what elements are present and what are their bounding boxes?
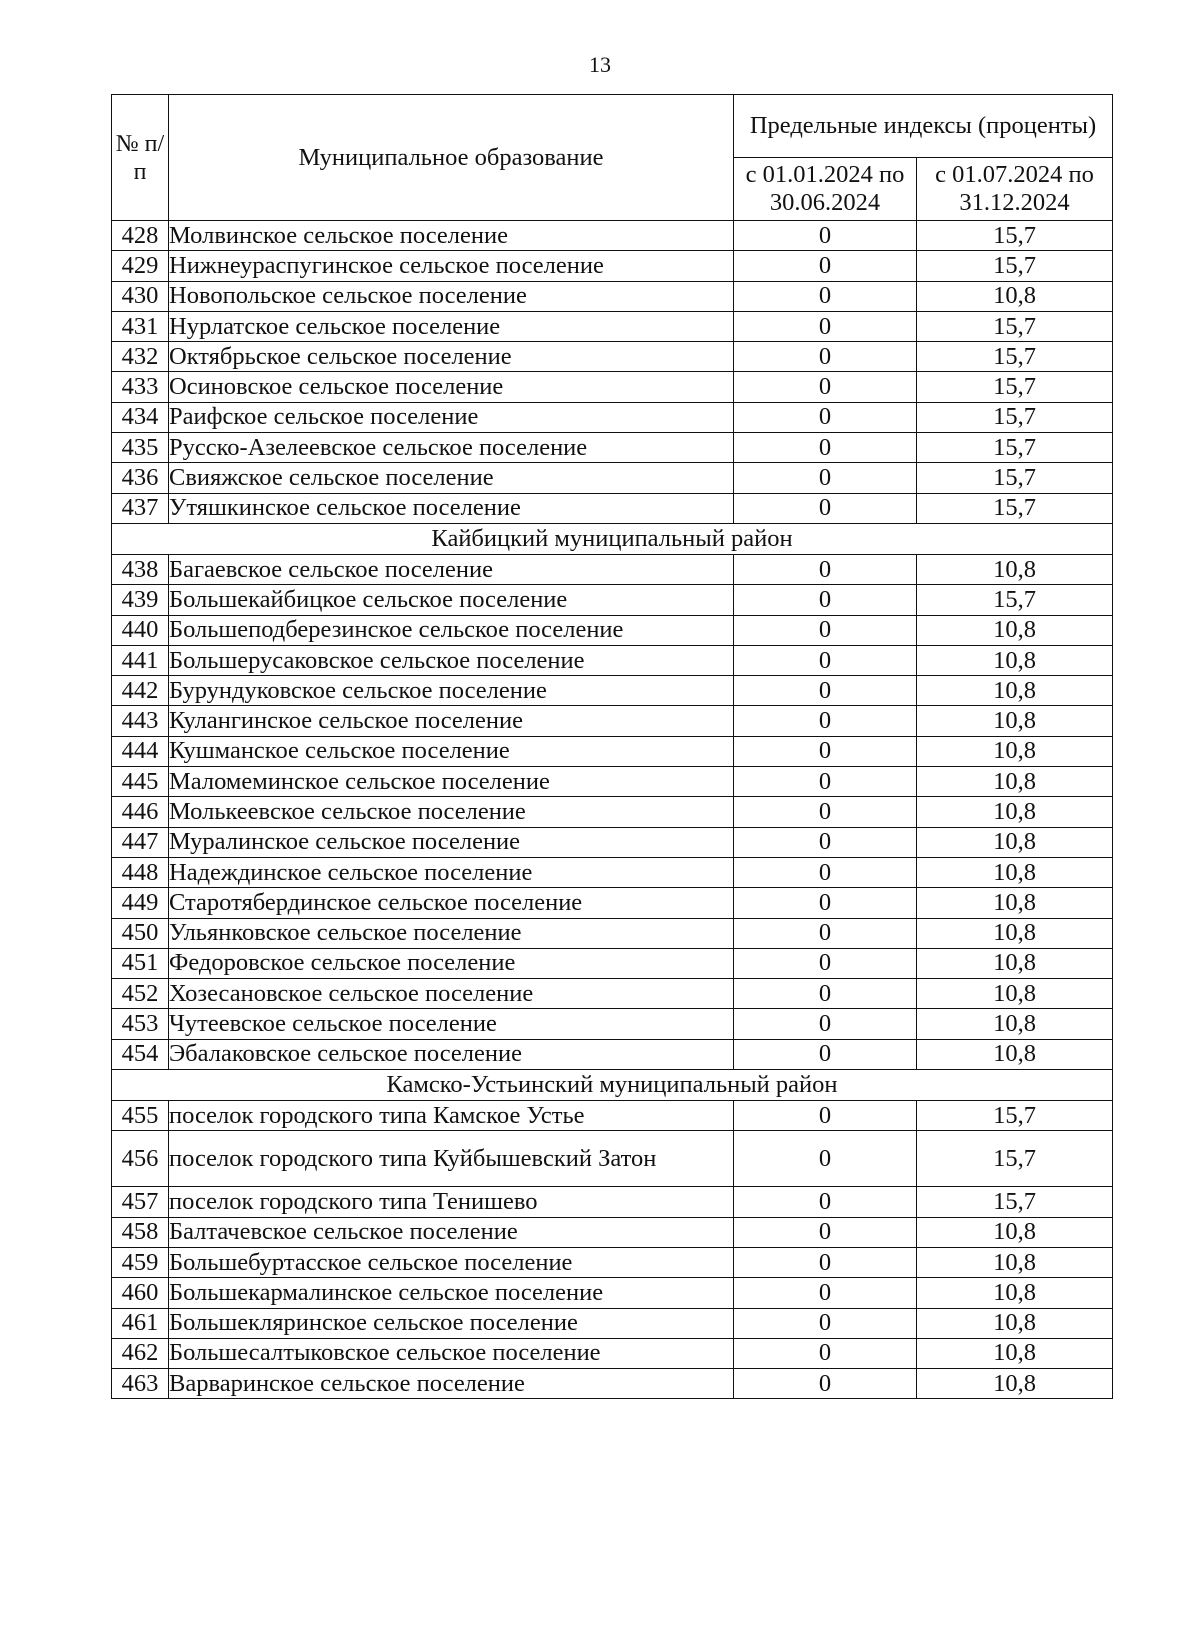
index-period-1: 0	[734, 311, 917, 341]
table-row	[112, 372, 1113, 402]
municipality-name: поселок городского типа Тенишево	[169, 1187, 734, 1217]
index-period-2: 10,8	[917, 706, 1113, 736]
index-period-2: 10,8	[917, 1217, 1113, 1247]
row-number: 432	[112, 342, 169, 372]
index-period-1: 0	[734, 221, 917, 251]
row-number: 441	[112, 645, 169, 675]
indices-table	[111, 94, 1113, 1399]
index-period-2: 10,8	[917, 1039, 1113, 1069]
index-period-1: 0	[734, 463, 917, 493]
row-number: 436	[112, 463, 169, 493]
municipality-name: Молвинское сельское поселение	[169, 221, 734, 251]
table-row	[112, 1009, 1113, 1039]
row-number: 433	[112, 372, 169, 402]
municipality-name: Старотябердинское сельское поселение	[169, 888, 734, 918]
index-period-1: 0	[734, 554, 917, 584]
municipality-name: поселок городского типа Куйбышевский Затон	[169, 1131, 734, 1187]
index-period-2: 15,7	[917, 342, 1113, 372]
municipality-name: Варваринское сельское поселение	[169, 1369, 734, 1399]
index-period-2: 10,8	[917, 1338, 1113, 1368]
index-period-1: 0	[734, 1009, 917, 1039]
index-period-2: 10,8	[917, 948, 1113, 978]
index-period-2: 10,8	[917, 1308, 1113, 1338]
row-number: 453	[112, 1009, 169, 1039]
municipality-name: Большебуртасское сельское поселение	[169, 1247, 734, 1277]
index-period-1: 0	[734, 797, 917, 827]
index-period-2: 10,8	[917, 797, 1113, 827]
municipality-name: Чутеевское сельское поселение	[169, 1009, 734, 1039]
municipality-name: Надеждинское сельское поселение	[169, 857, 734, 887]
municipality-name: Осиновское сельское поселение	[169, 372, 734, 402]
index-period-1: 0	[734, 251, 917, 281]
municipality-name: Утяшкинское сельское поселение	[169, 493, 734, 523]
row-number: 442	[112, 676, 169, 706]
municipality-name: Федоровское сельское поселение	[169, 948, 734, 978]
municipality-name: Хозесановское сельское поселение	[169, 979, 734, 1009]
index-period-1: 0	[734, 433, 917, 463]
index-period-2: 10,8	[917, 767, 1113, 797]
table-row	[112, 1278, 1113, 1308]
table-row	[112, 281, 1113, 311]
row-number: 429	[112, 251, 169, 281]
header-limit-indices: Предельные индексы (проценты)	[734, 95, 1113, 158]
index-period-1: 0	[734, 585, 917, 615]
row-number: 430	[112, 281, 169, 311]
municipality-name: Нижнеураспугинское сельское поселение	[169, 251, 734, 281]
table-row	[112, 615, 1113, 645]
row-number: 448	[112, 857, 169, 887]
index-period-2: 15,7	[917, 402, 1113, 432]
index-period-2: 15,7	[917, 1131, 1113, 1187]
table-row	[112, 645, 1113, 675]
row-number: 428	[112, 221, 169, 251]
municipality-name: Молькеевское сельское поселение	[169, 797, 734, 827]
header-period-1: с 01.01.2024 по 30.06.2024	[734, 158, 917, 221]
index-period-2: 15,7	[917, 493, 1113, 523]
municipality-name: Эбалаковское сельское поселение	[169, 1039, 734, 1069]
municipality-name: Бурундуковское сельское поселение	[169, 676, 734, 706]
header-municipality: Муниципальное образование	[169, 95, 734, 221]
municipality-name: Кушманское сельское поселение	[169, 736, 734, 766]
index-period-1: 0	[734, 1369, 917, 1399]
row-number: 454	[112, 1039, 169, 1069]
section-row	[112, 523, 1113, 554]
table-row	[112, 676, 1113, 706]
municipality-name: Кулангинское сельское поселение	[169, 706, 734, 736]
index-period-1: 0	[734, 372, 917, 402]
table-row	[112, 706, 1113, 736]
index-period-1: 0	[734, 1278, 917, 1308]
row-number: 446	[112, 797, 169, 827]
index-period-2: 10,8	[917, 281, 1113, 311]
table-row	[112, 433, 1113, 463]
index-period-2: 10,8	[917, 554, 1113, 584]
index-period-2: 10,8	[917, 615, 1113, 645]
index-period-1: 0	[734, 676, 917, 706]
municipality-name: Русско-Азелеевское сельское поселение	[169, 433, 734, 463]
index-period-1: 0	[734, 1131, 917, 1187]
table-row	[112, 827, 1113, 857]
index-period-1: 0	[734, 1308, 917, 1338]
table-row	[112, 1338, 1113, 1368]
section-title: Кайбицкий муниципальный район	[112, 523, 1113, 554]
index-period-1: 0	[734, 493, 917, 523]
table-row	[112, 342, 1113, 372]
table-row	[112, 888, 1113, 918]
row-number: 450	[112, 918, 169, 948]
index-period-2: 15,7	[917, 372, 1113, 402]
table-row	[112, 1217, 1113, 1247]
index-period-2: 10,8	[917, 979, 1113, 1009]
index-period-1: 0	[734, 645, 917, 675]
table-row	[112, 251, 1113, 281]
index-period-2: 15,7	[917, 1101, 1113, 1131]
table-row	[112, 1131, 1113, 1187]
table-body	[112, 221, 1113, 1399]
municipality-name: Ульянковское сельское поселение	[169, 918, 734, 948]
row-number: 459	[112, 1247, 169, 1277]
section-row	[112, 1070, 1113, 1101]
table-row	[112, 402, 1113, 432]
index-period-1: 0	[734, 918, 917, 948]
municipality-name: Большеподберезинское сельское поселение	[169, 615, 734, 645]
index-period-2: 10,8	[917, 736, 1113, 766]
row-number: 456	[112, 1131, 169, 1187]
table-row	[112, 857, 1113, 887]
index-period-2: 10,8	[917, 1278, 1113, 1308]
table-row	[112, 1101, 1113, 1131]
index-period-1: 0	[734, 615, 917, 645]
row-number: 444	[112, 736, 169, 766]
row-number: 463	[112, 1369, 169, 1399]
row-number: 443	[112, 706, 169, 736]
municipality-name: Багаевское сельское поселение	[169, 554, 734, 584]
index-period-1: 0	[734, 402, 917, 432]
page-number: 13	[589, 52, 611, 77]
index-period-1: 0	[734, 888, 917, 918]
index-period-2: 10,8	[917, 1369, 1113, 1399]
index-period-1: 0	[734, 1247, 917, 1277]
table-row	[112, 767, 1113, 797]
row-number: 449	[112, 888, 169, 918]
index-period-1: 0	[734, 948, 917, 978]
table-row	[112, 979, 1113, 1009]
index-period-2: 10,8	[917, 918, 1113, 948]
index-period-2: 15,7	[917, 221, 1113, 251]
index-period-2: 10,8	[917, 1009, 1113, 1039]
table-row	[112, 554, 1113, 584]
index-period-1: 0	[734, 1187, 917, 1217]
municipality-name: Большекляринское сельское поселение	[169, 1308, 734, 1338]
index-period-1: 0	[734, 706, 917, 736]
index-period-2: 10,8	[917, 827, 1113, 857]
index-period-2: 15,7	[917, 433, 1113, 463]
index-period-2: 15,7	[917, 585, 1113, 615]
index-period-1: 0	[734, 767, 917, 797]
row-number: 455	[112, 1101, 169, 1131]
row-number: 437	[112, 493, 169, 523]
row-number: 457	[112, 1187, 169, 1217]
index-period-1: 0	[734, 827, 917, 857]
index-period-2: 10,8	[917, 1247, 1113, 1277]
index-period-1: 0	[734, 736, 917, 766]
table-row	[112, 948, 1113, 978]
index-period-1: 0	[734, 1039, 917, 1069]
row-number: 462	[112, 1338, 169, 1368]
index-period-1: 0	[734, 1101, 917, 1131]
row-number: 458	[112, 1217, 169, 1247]
municipality-name: Балтачевское сельское поселение	[169, 1217, 734, 1247]
index-period-2: 10,8	[917, 888, 1113, 918]
table-row	[112, 797, 1113, 827]
municipality-name: поселок городского типа Камское Устье	[169, 1101, 734, 1131]
row-number: 435	[112, 433, 169, 463]
index-period-1: 0	[734, 281, 917, 311]
index-period-2: 15,7	[917, 463, 1113, 493]
row-number: 440	[112, 615, 169, 645]
municipality-name: Нурлатское сельское поселение	[169, 311, 734, 341]
row-number: 434	[112, 402, 169, 432]
index-period-1: 0	[734, 1217, 917, 1247]
row-number: 447	[112, 827, 169, 857]
table-row	[112, 1369, 1113, 1399]
index-period-1: 0	[734, 342, 917, 372]
row-number: 438	[112, 554, 169, 584]
table-row	[112, 1039, 1113, 1069]
table-row	[112, 221, 1113, 251]
table-row	[112, 1247, 1113, 1277]
header-number: № п/п	[112, 95, 169, 221]
municipality-name: Большесалтыковское сельское поселение	[169, 1338, 734, 1368]
table-row	[112, 918, 1113, 948]
municipality-name: Раифское сельское поселение	[169, 402, 734, 432]
table-row	[112, 585, 1113, 615]
municipality-name: Октябрьское сельское поселение	[169, 342, 734, 372]
index-period-1: 0	[734, 1338, 917, 1368]
municipality-name: Новопольское сельское поселение	[169, 281, 734, 311]
municipality-name: Большекармалинское сельское поселение	[169, 1278, 734, 1308]
row-number: 439	[112, 585, 169, 615]
table-row	[112, 736, 1113, 766]
municipality-name: Большекайбицкое сельское поселение	[169, 585, 734, 615]
index-period-1: 0	[734, 857, 917, 887]
table-row	[112, 493, 1113, 523]
index-period-2: 10,8	[917, 645, 1113, 675]
index-period-1: 0	[734, 979, 917, 1009]
row-number: 445	[112, 767, 169, 797]
row-number: 431	[112, 311, 169, 341]
municipality-name: Маломеминское сельское поселение	[169, 767, 734, 797]
row-number: 460	[112, 1278, 169, 1308]
index-period-2: 15,7	[917, 1187, 1113, 1217]
municipality-name: Муралинское сельское поселение	[169, 827, 734, 857]
municipality-name: Большерусаковское сельское поселение	[169, 645, 734, 675]
row-number: 452	[112, 979, 169, 1009]
index-period-2: 15,7	[917, 251, 1113, 281]
table-row	[112, 311, 1113, 341]
table-row	[112, 463, 1113, 493]
index-period-2: 10,8	[917, 676, 1113, 706]
table-row	[112, 1308, 1113, 1338]
row-number: 461	[112, 1308, 169, 1338]
index-period-2: 10,8	[917, 857, 1113, 887]
municipality-name: Свияжское сельское поселение	[169, 463, 734, 493]
header-period-2: с 01.07.2024 по 31.12.2024	[917, 158, 1113, 221]
index-period-2: 15,7	[917, 311, 1113, 341]
table-row	[112, 1187, 1113, 1217]
row-number: 451	[112, 948, 169, 978]
section-title: Камско-Устьинский муниципальный район	[112, 1070, 1113, 1101]
